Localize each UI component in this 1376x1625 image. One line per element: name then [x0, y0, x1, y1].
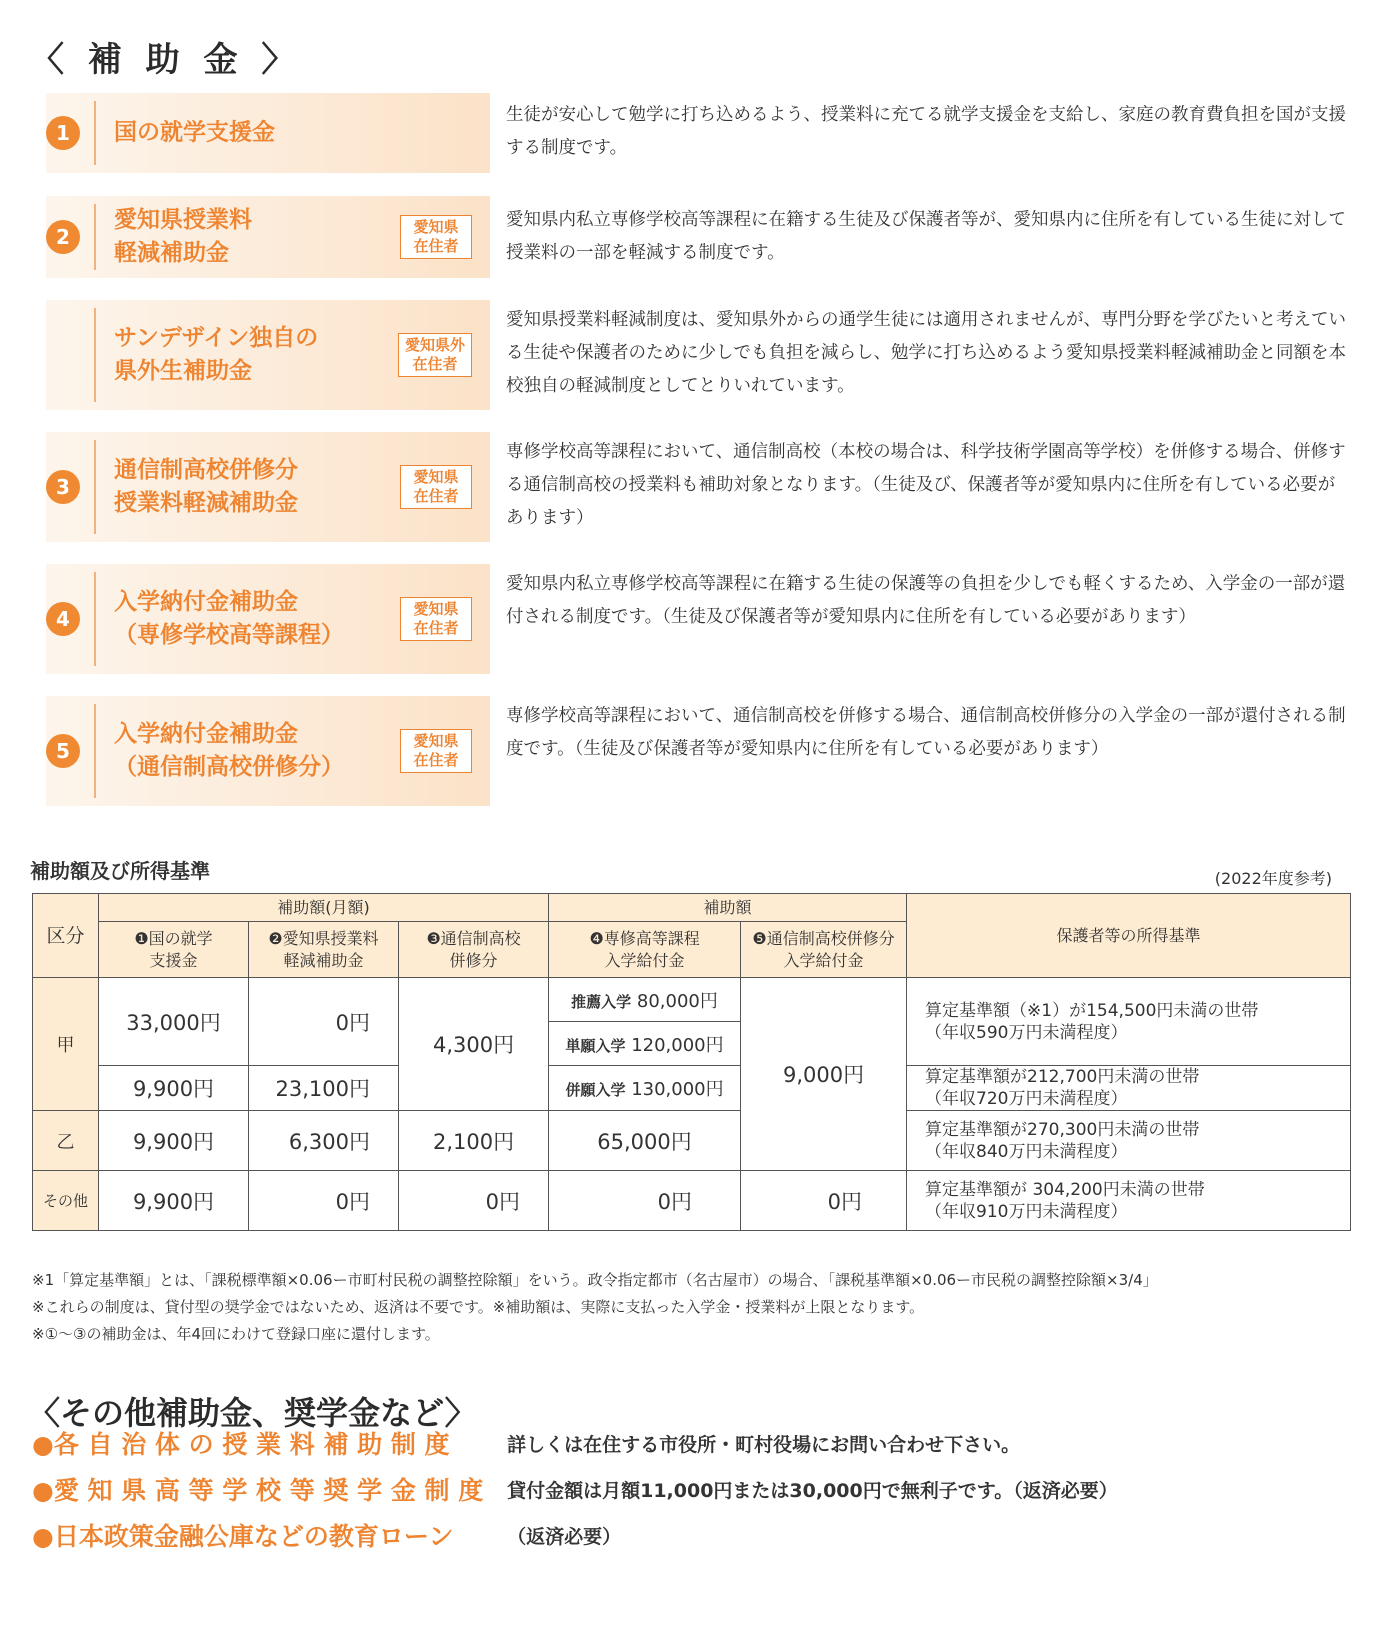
subsidy-title: 通信制高校併修分 授業料軽減補助金 [114, 457, 298, 516]
number-badge: 4 [46, 602, 80, 636]
other-item-label: ●各 自 治 体 の 授 業 料 補 助 制 度 [32, 1430, 450, 1459]
subsidy-description: 生徒が安心して勉学に打ち込めるよう、授業料に充てる就学支援金を支給し、家庭の教育費負担を国が支援する制度です。 [506, 105, 1346, 158]
year-note: (2022年度参考) [1214, 869, 1332, 888]
subsidy-card [46, 432, 490, 542]
cell: 65,000円 [549, 1111, 741, 1171]
subsidy-item [0, 432, 1376, 542]
cell: 23,100円 [249, 1066, 399, 1111]
subsidy-card [46, 93, 490, 173]
number-badge: 5 [46, 734, 80, 768]
row-kou-head: 甲 [33, 978, 99, 1111]
cell: 0円 [399, 1171, 549, 1231]
subsidy-item [0, 564, 1376, 674]
cell: 9,900円 [99, 1171, 249, 1231]
cell: 0円 [549, 1171, 741, 1231]
divider [94, 572, 96, 666]
cell: 9,000円 [741, 978, 907, 1171]
residency-badge: 愛知県 在住者 [400, 215, 472, 259]
number-badge: 1 [46, 116, 80, 150]
income-criteria: 算定基準額が212,700円未満の世帯 （年収720万円未満程度） [907, 1066, 1351, 1111]
table-section-title: 補助額及び所得基準 [30, 859, 210, 883]
header-c5: ❺通信制高校併修分 入学給付金 [741, 922, 907, 978]
subsidy-title: 愛知県授業料 軽減補助金 [114, 207, 252, 266]
subsidy-item [0, 196, 1376, 278]
notes [32, 1267, 1158, 1348]
number-badge: 3 [46, 470, 80, 504]
header-c3: ❸通信制高校 併修分 [399, 922, 549, 978]
subsidy-item [0, 93, 1376, 173]
subsidy-card [46, 696, 490, 806]
cell: 0円 [249, 1171, 399, 1231]
divider [94, 440, 96, 534]
cell-admission-single: 単願入学 120,000円 [549, 1022, 741, 1066]
other-item-label: ●愛 知 県 高 等 学 校 等 奨 学 金 制 度 [32, 1476, 484, 1505]
subsidy-card [46, 196, 490, 278]
income-criteria: 算定基準額が270,300円未満の世帯 （年収840万円未満程度） [907, 1111, 1351, 1171]
other-item [32, 1425, 1020, 1465]
cell: 2,100円 [399, 1111, 549, 1171]
cell: 9,900円 [99, 1066, 249, 1111]
cell: 0円 [249, 978, 399, 1066]
header-income: 保護者等の所得基準 [907, 894, 1351, 978]
subsidy-description: 愛知県内私立専修学校高等課程に在籍する生徒及び保護者等が、愛知県内に住所を有している生徒に対して授業料の一部を軽減する制度です。 [506, 210, 1346, 263]
header-amount: 補助額 [549, 894, 907, 922]
subsidy-title: 国の就学支援金 [114, 119, 275, 146]
header-c1: ❶国の就学 支援金 [99, 922, 249, 978]
other-item-text: （返済必要） [507, 1526, 622, 1548]
other-item [32, 1471, 1118, 1511]
subsidy-item [0, 300, 1376, 410]
header-kubun: 区分 [33, 894, 99, 978]
divider [94, 308, 96, 402]
note-line: ※これらの制度は、貸付型の奨学金ではないため、返済は不要です。※補助額は、実際に支払った入学金・授業料が上限となります。 [32, 1298, 925, 1316]
cell-admission-combined: 併願入学 130,000円 [549, 1066, 741, 1111]
cell: 6,300円 [249, 1111, 399, 1171]
subsidy-table [32, 893, 1351, 1231]
other-section-title: 〈その他補助金、奨学金など〉 [28, 1394, 477, 1432]
subsidy-title: 入学納付金補助金 （専修学校高等課程） [114, 589, 344, 648]
subsidy-title: サンデザイン独自の 県外生補助金 [114, 325, 319, 384]
residency-badge: 愛知県 在住者 [400, 465, 472, 509]
cell-admission-recommend: 推薦入学 80,000円 [549, 978, 741, 1022]
header-c4: ❹専修高等課程 入学給付金 [549, 922, 741, 978]
other-item-text: 貸付金額は月額11,000円または30,000円で無利子です。（返済必要） [507, 1480, 1118, 1502]
subsidy-card [46, 300, 490, 410]
divider [94, 101, 96, 165]
income-criteria: 算定基準額（※1）が154,500円未満の世帯 （年収590万円未満程度） [907, 978, 1351, 1066]
subsidy-card [46, 564, 490, 674]
cell: 0円 [741, 1171, 907, 1231]
subsidy-description: 専修学校高等課程において、通信制高校（本校の場合は、科学技術学園高等学校）を併修する場合、併修する通信制高校の授業料も補助対象となります。（生徒及び、保護者等が愛知県内に住所を有している必要があります） [506, 442, 1346, 528]
cell: 33,000円 [99, 978, 249, 1066]
divider [94, 704, 96, 798]
subsidy-description: 専修学校高等課程において、通信制高校を併修する場合、通信制高校併修分の入学金の一部が還付される制度です。（生徒及び保護者等が愛知県内に住所を有している必要があります） [506, 706, 1346, 759]
other-item-label: ●日本政策金融公庫などの教育ローン [32, 1522, 454, 1551]
row-other-head: その他 [33, 1171, 99, 1231]
income-criteria: 算定基準額が 304,200円未満の世帯 （年収910万円未満程度） [907, 1171, 1351, 1231]
other-item [32, 1517, 621, 1557]
residency-badge: 愛知県 在住者 [400, 729, 472, 773]
cell: 4,300円 [399, 978, 549, 1111]
header-monthly: 補助額(月額) [99, 894, 549, 922]
note-line: ※1「算定基準額」とは、「課税標準額×0.06ー市町村民税の調整控除額」をいう。政令指定都市（名古屋市）の場合、「課税基準額×0.06ー市民税の調整控除額×3/4」 [32, 1271, 1158, 1289]
other-item-text: 詳しくは在住する市役所・町村役場にお問い合わせ下さい。 [507, 1434, 1021, 1456]
subsidy-title: 入学納付金補助金 （通信制高校併修分） [114, 721, 344, 780]
subsidy-item [0, 696, 1376, 806]
row-otsu-head: 乙 [33, 1111, 99, 1171]
page-title: 〈 補 助 金 〉 [30, 40, 302, 80]
note-line: ※①～③の補助金は、年4回にわけて登録口座に還付します。 [32, 1325, 440, 1343]
subsidy-description: 愛知県内私立専修学校高等課程に在籍する生徒の保護等の負担を少しでも軽くするため、入学金の一部が還付される制度です。（生徒及び保護者等が愛知県内に住所を有している必要があります） [506, 574, 1346, 627]
header-c2: ❷愛知県授業料 軽減補助金 [249, 922, 399, 978]
residency-badge: 愛知県外 在住者 [398, 333, 472, 377]
number-badge: 2 [46, 220, 80, 254]
subsidy-description: 愛知県授業料軽減制度は、愛知県外からの通学生徒には適用されませんが、専門分野を学びたいと考えている生徒や保護者のために少しでも負担を減らし、勉学に打ち込めるよう愛知県授業料軽減補助金と同額を本校独自の軽減制度としてとりいれています。 [506, 310, 1346, 396]
cell: 9,900円 [99, 1111, 249, 1171]
divider [94, 204, 96, 270]
residency-badge: 愛知県 在住者 [400, 597, 472, 641]
